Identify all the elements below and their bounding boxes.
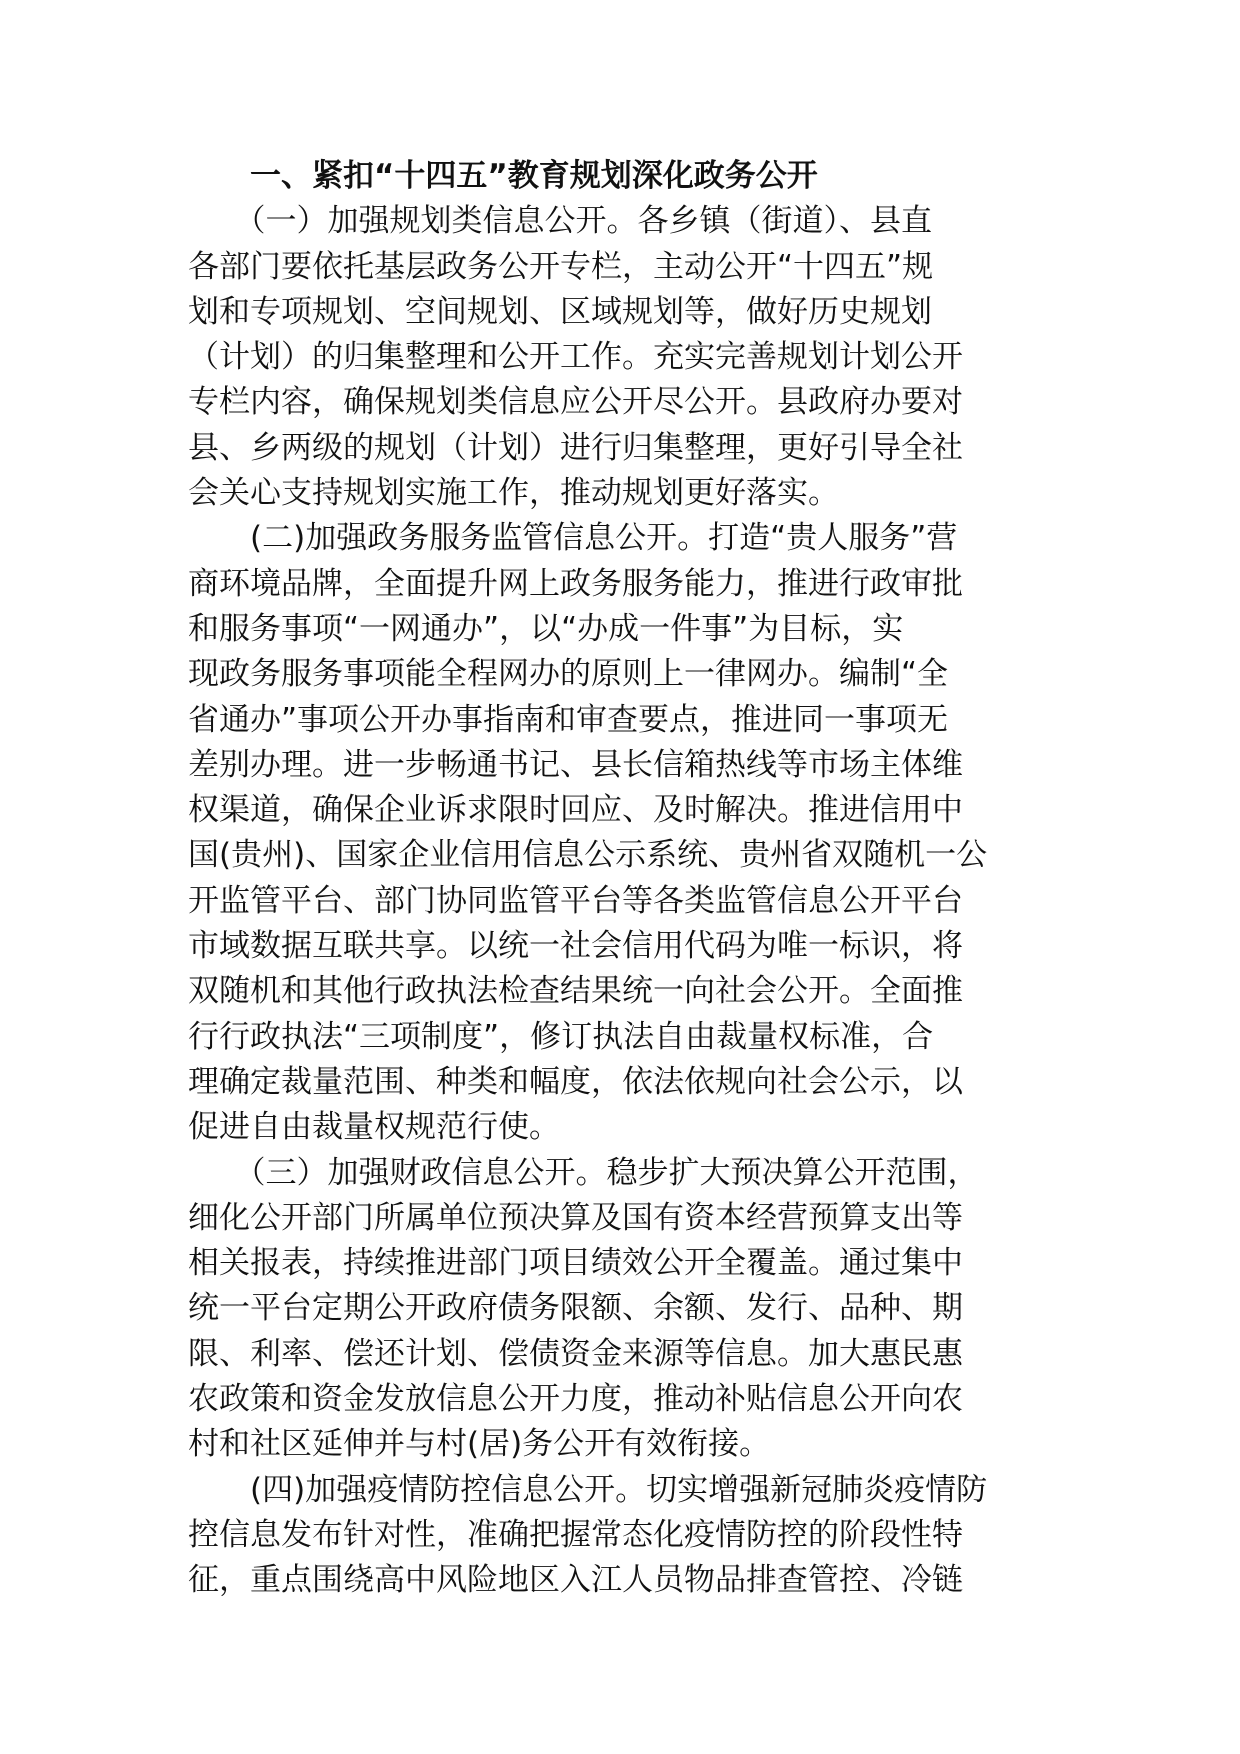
- section-heading: 一、紧扣“十四五”教育规划深化政务公开: [188, 158, 818, 194]
- paragraph-line: 省通办”事项公开办事指南和审查要点，推进同一事项无: [188, 701, 949, 738]
- paragraph-line: 县、乡两级的规划（计划）进行归集整理，更好引导全社: [188, 429, 963, 466]
- paragraph-line: (二)加强政务服务监管信息公开。打造“贵人服务”营: [188, 520, 958, 557]
- paragraph-line: 双随机和其他行政执法检查结果统一向社会公开。全面推: [188, 973, 963, 1010]
- paragraph-line: 统一平台定期公开政府债务限额、余额、发行、品种、期: [188, 1290, 963, 1327]
- paragraph-line: 现政务服务事项能全程网办的原则上一律网办。编制“全: [188, 656, 949, 693]
- paragraph-line: 村和社区延伸并与村(居)务公开有效衔接。: [188, 1426, 771, 1463]
- paragraph-line: （一）加强规划类信息公开。各乡镇（街道）、县直: [188, 203, 932, 240]
- paragraph-line: （三）加强财政信息公开。稳步扩大预决算公开范围，: [188, 1154, 979, 1191]
- paragraph-line: 相关报表，持续推进部门项目绩效公开全覆盖。通过集中: [188, 1245, 963, 1282]
- paragraph-line: 限、利率、偿还计划、偿债资金来源等信息。加大惠民惠: [188, 1335, 963, 1372]
- paragraph-line: 细化公开部门所属单位预决算及国有资本经营预算支出等: [188, 1199, 963, 1236]
- paragraph-line: 行行政执法“三项制度”，修订执法自由裁量权标准，合: [188, 1018, 934, 1055]
- paragraph-line: 开监管平台、部门协同监管平台等各类监管信息公开平台: [188, 882, 963, 919]
- paragraph-line: 各部门要依托基层政务公开专栏，主动公开“十四五”规: [188, 248, 934, 285]
- document-body: [188, 154, 1063, 1604]
- paragraph-line: 差别办理。进一步畅通书记、县长信箱热线等市场主体维: [188, 746, 963, 783]
- paragraph-line: 市域数据互联共享。以统一社会信用代码为唯一标识，将: [188, 928, 963, 965]
- paragraph-line: 和服务事项“一网通办”，以“办成一件事”为目标，实: [188, 610, 904, 647]
- paragraph-line: 控信息发布针对性，准确把握常态化疫情防控的阶段性特: [188, 1516, 963, 1553]
- paragraph-line: 理确定裁量范围、种类和幅度，依法依规向社会公示，以: [188, 1063, 963, 1100]
- paragraph-line: 国(贵州)、国家企业信用信息公示系统、贵州省双随机一公: [188, 837, 988, 874]
- paragraph-line: 会关心支持规划实施工作，推动规划更好落实。: [188, 475, 839, 512]
- paragraph-line: （计划）的归集整理和公开工作。充实完善规划计划公开: [188, 339, 963, 376]
- paragraph-line: 农政策和资金发放信息公开力度，推动补贴信息公开向农: [188, 1381, 963, 1418]
- paragraph-line: 商环境品牌，全面提升网上政务服务能力，推进行政审批: [188, 565, 963, 602]
- paragraph-line: 划和专项规划、空间规划、区域规划等，做好历史规划: [188, 293, 932, 330]
- paragraph-line: 权渠道，确保企业诉求限时回应、及时解决。推进信用中: [188, 792, 963, 829]
- paragraph-line: 专栏内容，确保规划类信息应公开尽公开。县政府办要对: [188, 384, 963, 421]
- paragraph-line: (四)加强疫情防控信息公开。切实增强新冠肺炎疫情防: [188, 1471, 988, 1508]
- paragraph-line: 促进自由裁量权规范行使。: [188, 1109, 560, 1146]
- paragraph-line: 征，重点围绕高中风险地区入江人员物品排查管控、冷链: [188, 1562, 963, 1599]
